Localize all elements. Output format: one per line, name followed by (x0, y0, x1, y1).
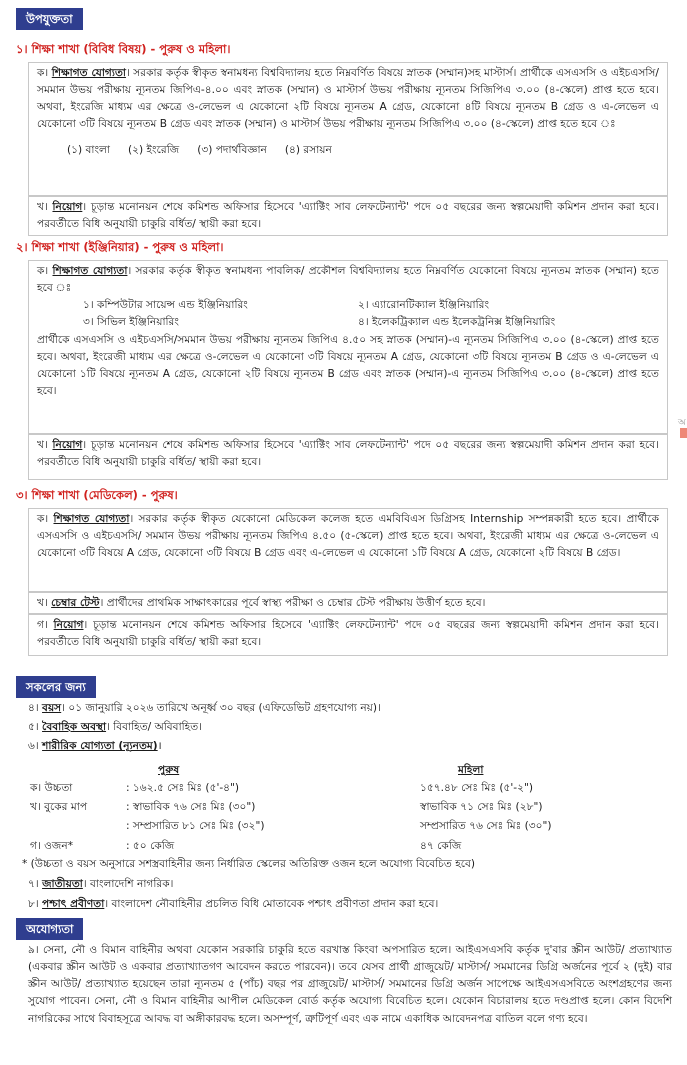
item-prefix: খ। (37, 439, 48, 451)
subject-item: ২। এ্যারোনটিক্যাল ইঞ্জিনিয়ারিং (358, 299, 490, 312)
item-prefix: ৫। (28, 721, 39, 733)
female-value: ৪৭ কেজি (420, 840, 462, 852)
nationality-label: জাতীয়তা (42, 878, 83, 890)
header-ineligibility: অযোগ্যতা (16, 918, 83, 940)
subject-item: (১) বাংলা (67, 143, 111, 156)
item-prefix: ৪। (28, 702, 39, 714)
section-3-title: ৩। শিক্ষা শাখা (মেডিকেল) - পুরুষ। (16, 488, 178, 502)
row-label: গ। ওজন* (30, 840, 73, 852)
section-2-subject-list (37, 297, 659, 331)
male-value: : ৫০ কেজি (126, 840, 175, 852)
physical-row-height (28, 780, 668, 798)
age-line (28, 700, 674, 717)
physical-label: শারীরিক যোগ্যতা (ন্যূনতম) (42, 740, 158, 752)
item-prefix: ক। (37, 67, 49, 79)
appointment-label: নিয়োগ (53, 619, 84, 631)
section-3-chest-test (37, 595, 659, 612)
section-1-subject-list (37, 134, 659, 167)
item-prefix: ৭। (28, 878, 39, 890)
item-prefix: ক। (37, 265, 49, 277)
section-3-qualification-box (28, 508, 668, 592)
seniority-text: । বাংলাদেশ নৌবাহিনীর প্রচলিত বিধি মোতাবেক পশ্চাৎ প্রবীণতা প্রদান করা হবে। (104, 898, 439, 910)
female-value: স্বাভাবিক ৭১ সেঃ মিঃ (২৮") (420, 801, 543, 813)
chest-test-label: চেম্বার টেস্ট (51, 597, 100, 609)
marital-text: । বিবাহিত/ অবিবাহিত। (106, 721, 202, 733)
section-2-appointment (37, 437, 659, 471)
subject-item: (২) ইংরেজি (128, 143, 180, 156)
nationality-line (28, 876, 674, 893)
female-column-header: মহিলা (458, 764, 484, 776)
section-2-qualification (37, 263, 659, 297)
appointment-text: । চূড়ান্ত মনোনয়ন শেষে কমিশন্ড অফিসার হিসেবে 'এ্যাক্টিং সাব লেফটেন্যান্ট' পদে ০৫ বছরের জন্য স্বল্পমেয়াদী কমিশন প্রদান করা হবে। পরবর্তীতে বিধি অনুযায়ী চাকুরি বর্ধিত/ স্থায়ী করা হবে। (37, 439, 659, 469)
female-value: সম্প্রসারিত ৭৬ সেঃ মিঃ (৩০") (420, 820, 552, 832)
subject-item: ৩। সিভিল ইঞ্জিনিয়ারিং (83, 316, 179, 329)
qualification-text: । সরকার কর্তৃক স্বীকৃত যেকোনো মেডিকেল কলেজ হতে এমবিবিএস ডিগ্রিসহ Internship সম্পন্নকারী হতে হবে। প্রার্থীকে এসএসসি ও এইচএসসি/ সমমান উভয় পরীক্ষায় ন্যূনতম জিপিএ ৪.৫০ (৫-স্কেলে) প্রাপ্ত হতে হবে। অথবা, ইংরেজী মাধ্যম এর ক্ষেত্রে ও-লেভেল এ যেকোনো ৩টি বিষয়ে A গ্রেড, যেকোনো ৩টি বিষয়ে B গ্রেড এবং এ-লেভেল এ যেকোনো ১টি বিষয়ে A গ্রেড, যেকোনো ২টি বিষয়ে B গ্রেড। (37, 513, 659, 560)
physical-table-header (28, 762, 668, 780)
edge-decoration (680, 428, 687, 438)
physical-row-weight (28, 838, 668, 856)
qualification-label: শিক্ষাগত যোগ্যতা (52, 265, 128, 277)
section-3-appointment (37, 617, 659, 651)
qualification-text: । সরকার কর্তৃক স্বীকৃত স্বনামধন্য বিশ্ববিদ্যালয় হতে নিম্নবর্ণিত বিষয়ে স্নাতক (সম্মান)সহ মাস্টার্স। প্রার্থীকে এসএসসি ও এইচএসসি/ সমমান উভয় পরীক্ষায় ন্যূনতম জিপিএ-৪.০০ এবং স্নাতক (সম্মান) ও মাস্টার্স উভয় পরীক্ষায় ন্যূনতম সিজিপিএ ৩.০০ (৪-স্কেলে) প্রাপ্ত হতে হবে। অথবা, ইংরেজি মাধ্যম এর ক্ষেত্রে ও-লেভেল এ যেকোনো ২টি বিষয়ে ন্যূনতম A গ্রেড, যেকোনো ৪টি বিষয়ে ন্যূনতম B গ্রেড ও এ-লেভেল এ যেকোনো ৩টি বিষয়ে ন্যূনতম B গ্রেড এবং স্নাতক (সম্মান) ও মাস্টার্স উভয় পরীক্ষায় ন্যূনতম সিজিপিএ ৩.০০ (৪-স্কেলে) প্রাপ্ত হতে হবে ঃ (37, 67, 659, 131)
age-text: । ০১ জানুয়ারি ২০২৬ তারিখে অনূর্ধ্ব ৩০ বছর (এফিডেভিট গ্রহণযোগ্য নয়)। (61, 702, 381, 714)
section-3-qualification (37, 511, 659, 562)
physical-table (28, 762, 668, 862)
female-value: ১৫৭.৪৮ সেঃ মিঃ (৫'-২") (420, 782, 533, 794)
qualification-label: শিক্ষাগত যোগ্যতা (51, 67, 126, 79)
section-1-appointment-box (28, 196, 668, 236)
item-prefix: খ। (37, 201, 48, 213)
physical-suffix: । (157, 740, 162, 752)
weight-note: * (উচ্চতা ও বয়স অনুসারে সশস্ত্রবাহিনীর জন্য নির্ধারিত স্কেলের অতিরিক্ত ওজন হলে অযোগ্য বিবেচিত হবে) (22, 858, 476, 870)
subject-item: ১। কম্পিউটার সায়েন্স এন্ড ইঞ্জিনিয়ারিং (83, 299, 248, 312)
chest-test-text: । প্রার্থীদের প্রাথমিক সাক্ষাৎকারের পূর্বে স্বাস্থ্য পরীক্ষা ও চেম্বার টেস্ট পরীক্ষায় উত্তীর্ণ হতে হবে। (99, 597, 486, 609)
section-2-qualification-detail: প্রার্থীকে এসএসসি ও এইচএসসি/সমমান উভয় পরীক্ষায় ন্যূনতম জিপিএ ৪.৫০ সহ স্নাতক (সম্মান)-এ ন্যূনতম সিজিপিএ ৩.০০ (৪-স্কেলে) প্রাপ্ত হতে হবে। অথবা, ইংরেজী মাধ্যম এর ক্ষেত্রে ও-লেভেল এ যেকোনো ৩টি বিষয়ে ন্যূনতম A গ্রেড, যেকোনো ৩টি বিষয়ে ন্যূনতম B গ্রেড ও এ-লেভেল এ যেকোনো ১টি বিষয়ে ন্যূনতম A গ্রেড, যেকোনো ২টি বিষয়ে ন্যূনতম B গ্রেড এবং স্নাতক (সম্মান)-এ ন্যূনতম সিজিপিএ ৩.০০ (৪-স্কেলে) প্রাপ্ত হতে হবে। (37, 333, 659, 398)
appointment-label: নিয়োগ (52, 201, 83, 213)
item-prefix: খ। (37, 597, 48, 609)
section-1-qualification-box (28, 62, 668, 196)
section-2-appointment-box (28, 434, 668, 480)
section-1-title: ১। শিক্ষা শাখা (বিবিধ বিষয়) - পুরুষ ও মহিলা। (16, 42, 231, 56)
marital-label: বৈবাহিক অবস্থা (42, 721, 107, 733)
header-for-all: সকলের জন্য (16, 676, 96, 698)
item-prefix: ৮। (28, 898, 39, 910)
section-2-title: ২। শিক্ষা শাখা (ইঞ্জিনিয়ার) - পুরুষ ও মহিলা। (16, 240, 224, 254)
item-prefix: ক। (37, 513, 49, 525)
section-1-appointment (37, 199, 659, 233)
item-prefix: গ। (37, 619, 48, 631)
section-3-appointment-box (28, 614, 668, 656)
qualification-label: শিক্ষাগত যোগ্যতা (53, 513, 130, 525)
male-column-header: পুরুষ (158, 764, 180, 776)
subject-item: (৩) পদার্থবিজ্ঞান (197, 143, 267, 156)
subject-item: (৪) রসায়ন (284, 143, 332, 156)
male-value: : সম্প্রসারিত ৮১ সেঃ মিঃ (৩২") (126, 820, 265, 832)
ineligibility-text: ৯। সেনা, নৌ ও বিমান বাহিনীর অথবা যেকোন সরকারি চাকুরি হতে বরখাস্ত কিংবা অপসারিত হলে। আইএসএসবি কর্তৃক দু'বার স্ক্রীন আউট/ প্রত্যাখ্যাত (একবার স্ক্রীন আউট ও একবার প্রত্যাখ্যাতগণ আবেদন করতে পারবেন)। তবে যেসব প্রার্থী গ্রাজুয়েট/ মাস্টার্স/ সমমানের ডিগ্রি অর্জনের পূর্বে ২ (দুই) বার স্ক্রীন আউট/ প্রত্যাখ্যাত হয়েছেন তারা ন্যূনতম ৫ (পাঁচ) বছর পর গ্রাজুয়েট/ মাস্টার্স/ সমমানের ডিগ্রি অর্জন সাপেক্ষে আইএসএসবিতে অংশগ্রহণের জন্য সুযোগ পাবেন। সেনা, নৌ ও বিমান বাহিনীর আপীল মেডিকেল বোর্ড কর্তৃক অযোগ্য বিবেচিত হলে। যেকোন বিচারালয় হতে দণ্ডপ্রাপ্ত হলে। কোন বিদেশি নাগরিকের সাথে বিবাহসূত্রে আবদ্ধ বা অঙ্গীকারবদ্ধ হলে। অসম্পূর্ণ, ত্রুটিপূর্ণ এবং এক নামে একাধিক আবেদনপত্র বাতিল বলে গণ্য হবে। (28, 944, 672, 1025)
appointment-text: । চূড়ান্ত মনোনয়ন শেষে কমিশন্ড অফিসার হিসেবে 'এ্যাক্টিং লেফটেন্যান্ট' পদে ০৫ বছরের জন্য স্বল্পমেয়াদী কমিশন প্রদান করা হবে। পরবর্তীতে বিধি অনুযায়ী চাকুরি বর্ধিত/ স্থায়ী করা হবে। (37, 619, 659, 649)
appointment-text: । চূড়ান্ত মনোনয়ন শেষে কমিশন্ড অফিসার হিসেবে 'এ্যাক্টিং সাব লেফটেন্যান্ট' পদে ০৫ বছরের জন্য স্বল্পমেয়াদী কমিশন প্রদান করা হবে। পরবর্তীতে বিধি অনুযায়ী চাকুরি বর্ধিত/ স্থায়ী করা হবে। (37, 201, 659, 231)
edge-partial-text: অ (678, 418, 686, 428)
male-value: : স্বাভাবিক ৭৬ সেঃ মিঃ (৩০") (126, 801, 256, 813)
physical-row-chest-expanded (28, 818, 668, 836)
qualification-text: । সরকার কর্তৃক স্বীকৃত স্বনামধন্য পাবলিক/ প্রকৌশল বিশ্ববিদ্যালয় হতে নিম্নবর্ণিত যেকোনো বিষয়ে ন্যূনতম স্নাতক (সম্মান) হতে হবে ঃ (37, 265, 659, 295)
physical-line (28, 738, 674, 755)
section-2-qualification-box (28, 260, 668, 434)
item-prefix: ৬। (28, 740, 39, 752)
seniority-label: পশ্চাৎ প্রবীণতা (42, 898, 105, 910)
marital-line (28, 719, 674, 736)
seniority-line (28, 896, 674, 913)
age-label: বয়স (42, 702, 62, 714)
section-3-chest-test-box (28, 592, 668, 614)
nationality-text: । বাংলাদেশি নাগরিক। (82, 878, 174, 890)
section-1-qualification (37, 65, 659, 134)
row-label: খ। বুকের মাপ (30, 801, 88, 813)
subject-item: ৪। ইলেকট্রিক্যাল এন্ড ইলেকট্রনিক্স ইঞ্জিনিয়ারিং (358, 316, 556, 329)
physical-row-chest (28, 799, 668, 817)
header-eligibility: উপযুক্ততা (16, 8, 83, 30)
male-value: : ১৬২.৫ সেঃ মিঃ (৫'-৪") (126, 782, 240, 794)
appointment-label: নিয়োগ (52, 439, 83, 451)
row-label: ক। উচ্চতা (30, 782, 73, 794)
